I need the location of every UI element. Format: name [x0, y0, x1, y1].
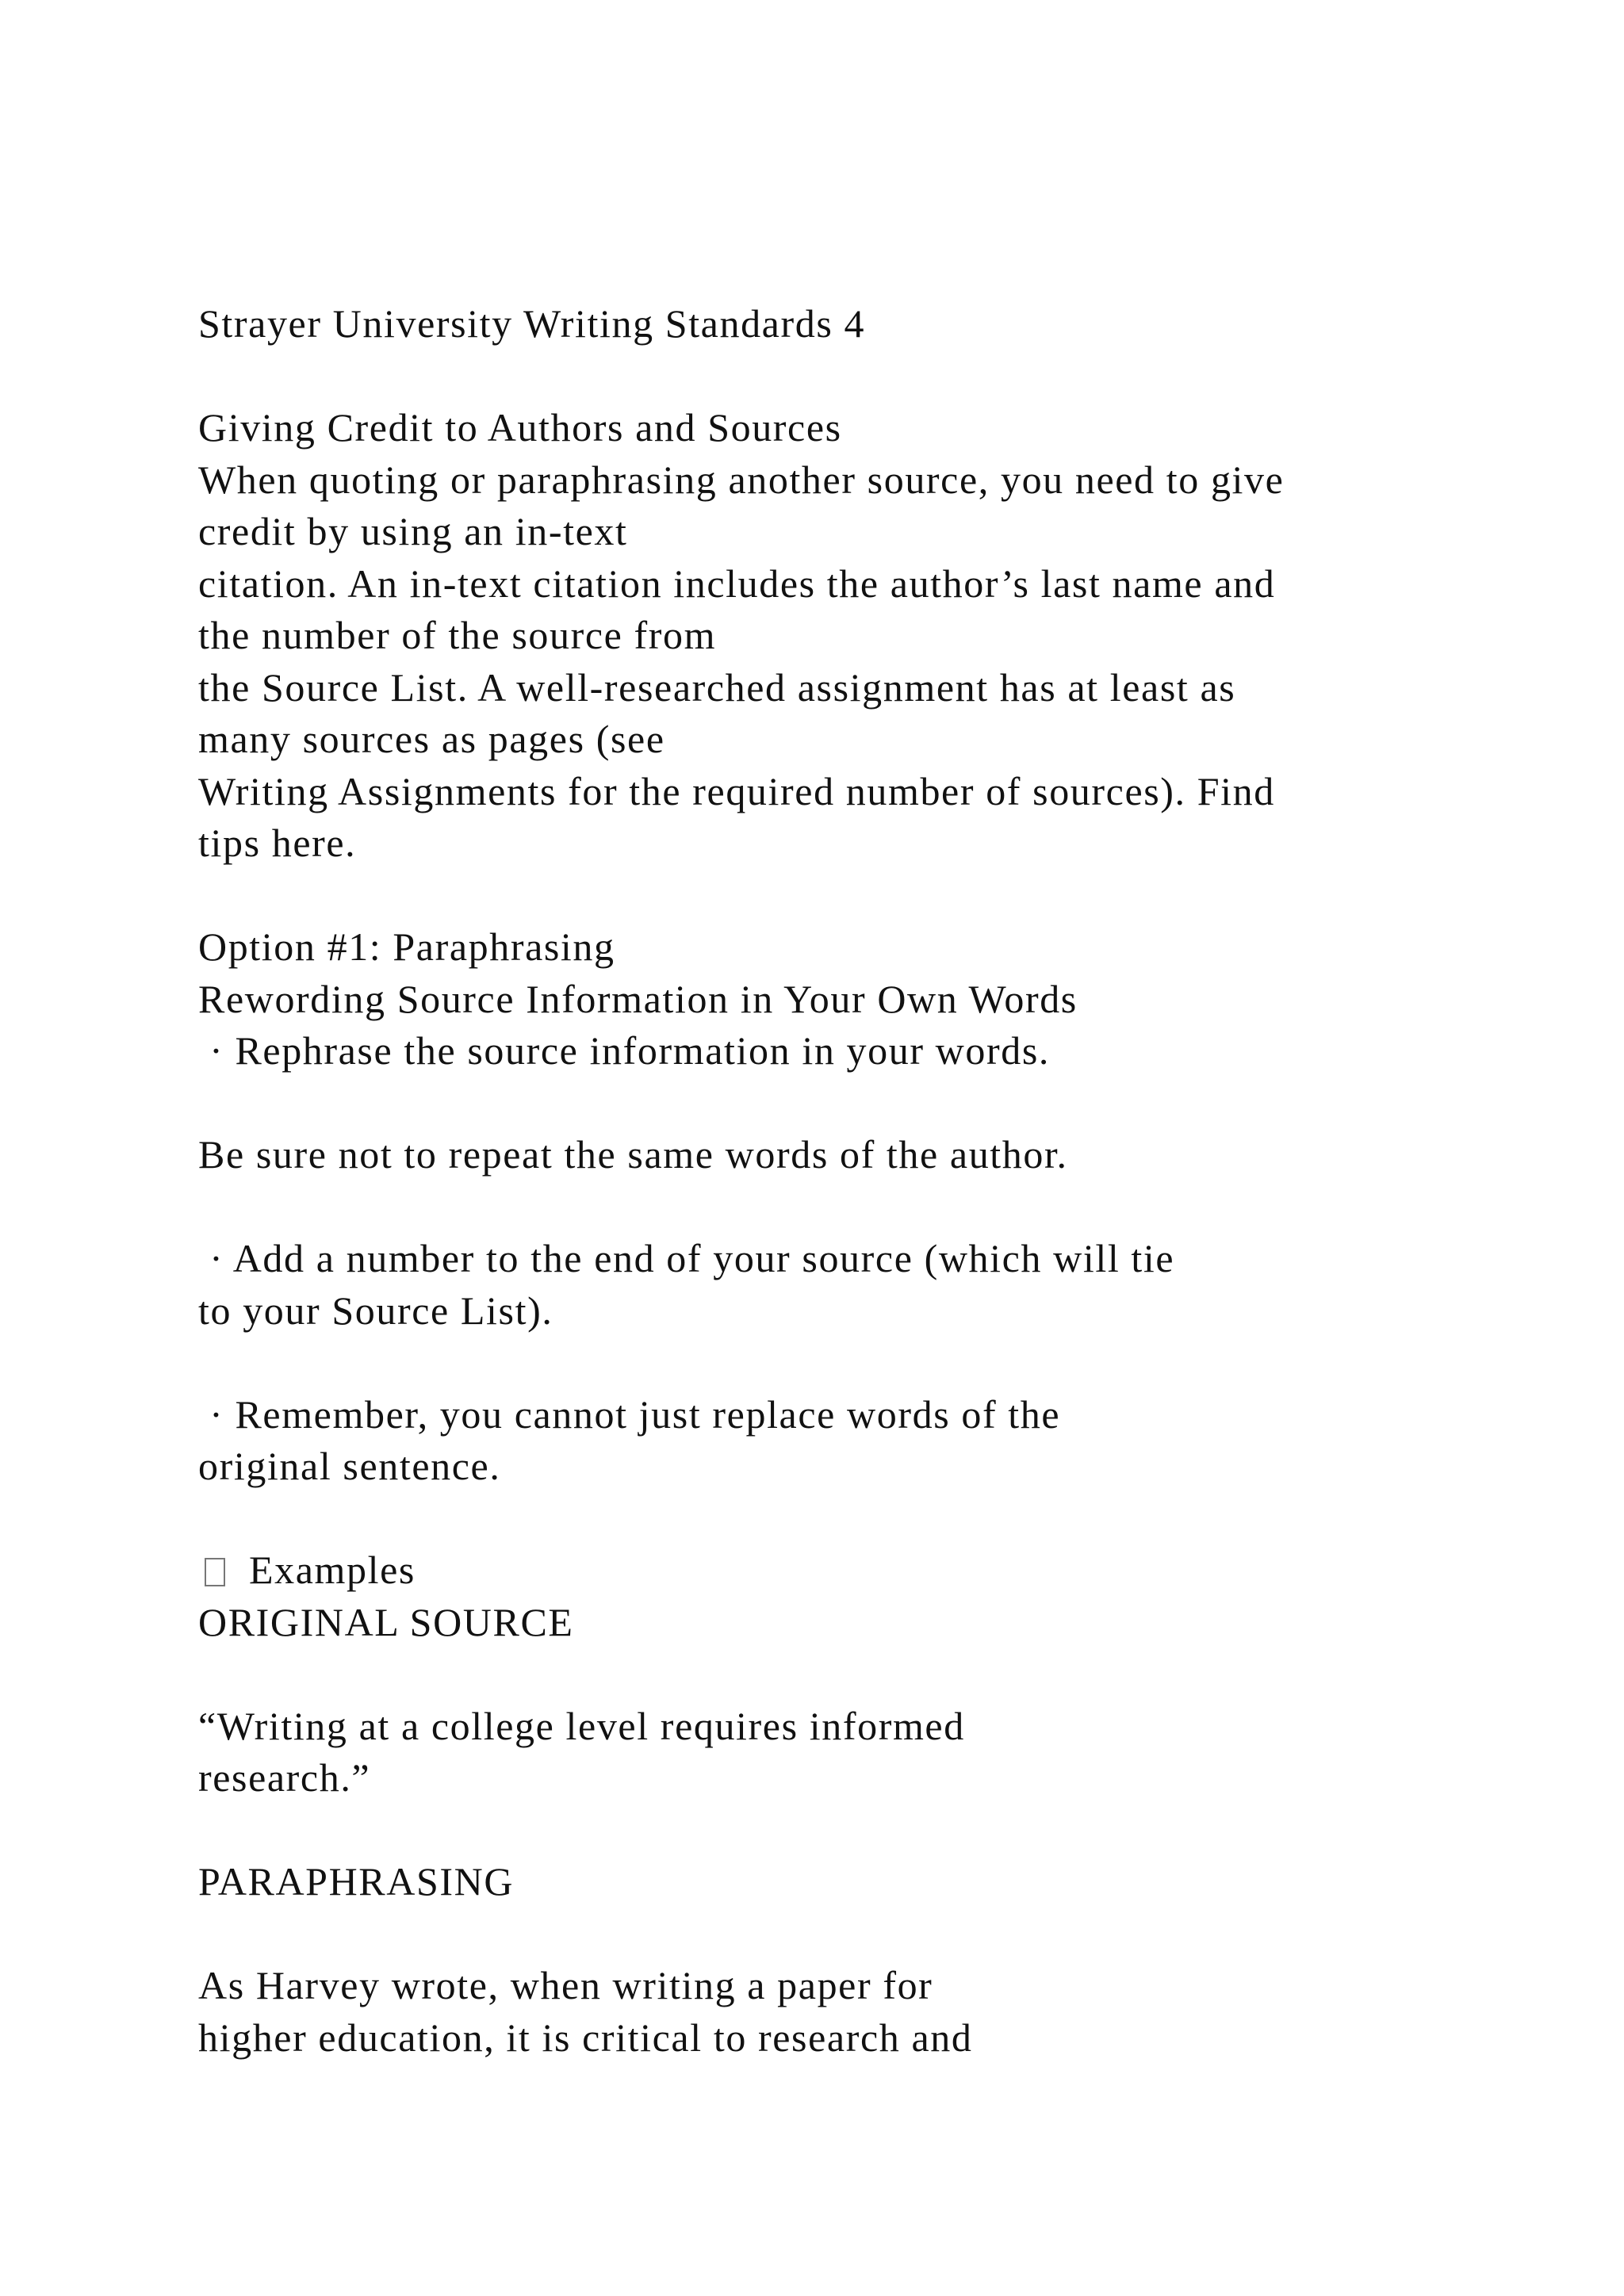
- intro-line: When quoting or paraphrasing another source, you need to give: [198, 457, 1285, 502]
- bullet-continuation: original sentence.: [198, 1444, 501, 1488]
- section-heading: Giving Credit to Authors and Sources: [198, 405, 842, 450]
- blank-line: [198, 1648, 1499, 1701]
- examples-row: [198, 1544, 1499, 1597]
- intro-line: credit by using an in-text: [198, 509, 628, 553]
- blank-line: [198, 350, 1499, 403]
- intro-line: tips here.: [198, 821, 357, 865]
- examples-label: Examples: [249, 1548, 416, 1592]
- blank-line: [198, 1337, 1499, 1389]
- bullet-continuation: to your Source List).: [198, 1288, 553, 1333]
- blank-line: [198, 1493, 1499, 1545]
- blank-line: [198, 1077, 1499, 1130]
- note-text: Be sure not to repeat the same words of the author.: [198, 1132, 1068, 1177]
- bullet-item: · Rephrase the source information in your words.: [198, 1028, 1050, 1073]
- option-subheading: Rewording Source Information in Your Own Words: [198, 976, 1078, 1021]
- intro-line: the Source List. A well-researched assignment has at least as: [198, 664, 1236, 710]
- intro-line: Writing Assignments for the required number of sources). Find: [198, 768, 1275, 813]
- bullet-item: · Remember, you cannot just replace words of the: [198, 1391, 1061, 1437]
- original-source-heading: ORIGINAL SOURCE: [198, 1599, 574, 1644]
- option-heading: Option #1: Paraphrasing: [198, 924, 615, 969]
- intro-line: the number of the source from: [198, 613, 717, 657]
- document-body: [198, 298, 1499, 2064]
- blank-line: [198, 1908, 1499, 1961]
- quote-line: “Writing at a college level requires informed: [198, 1703, 965, 1748]
- paraphrasing-heading: PARAPHRASING: [198, 1859, 515, 1904]
- blank-line: [198, 1181, 1499, 1234]
- paraphrase-line: higher education, it is critical to research and: [198, 2015, 973, 2060]
- missing-glyph-icon: [205, 1558, 225, 1586]
- intro-line: many sources as pages (see: [198, 717, 665, 761]
- paraphrase-line: As Harvey wrote, when writing a paper for: [198, 1963, 933, 2007]
- document-title: Strayer University Writing Standards 4: [198, 301, 866, 346]
- quote-line: research.”: [198, 1755, 371, 1800]
- intro-line: citation. An in-text citation includes the author’s last name and: [198, 561, 1276, 606]
- blank-line: [198, 870, 1499, 922]
- blank-line: [198, 1804, 1499, 1857]
- bullet-item: · Add a number to the end of your source (which will tie: [198, 1236, 1175, 1280]
